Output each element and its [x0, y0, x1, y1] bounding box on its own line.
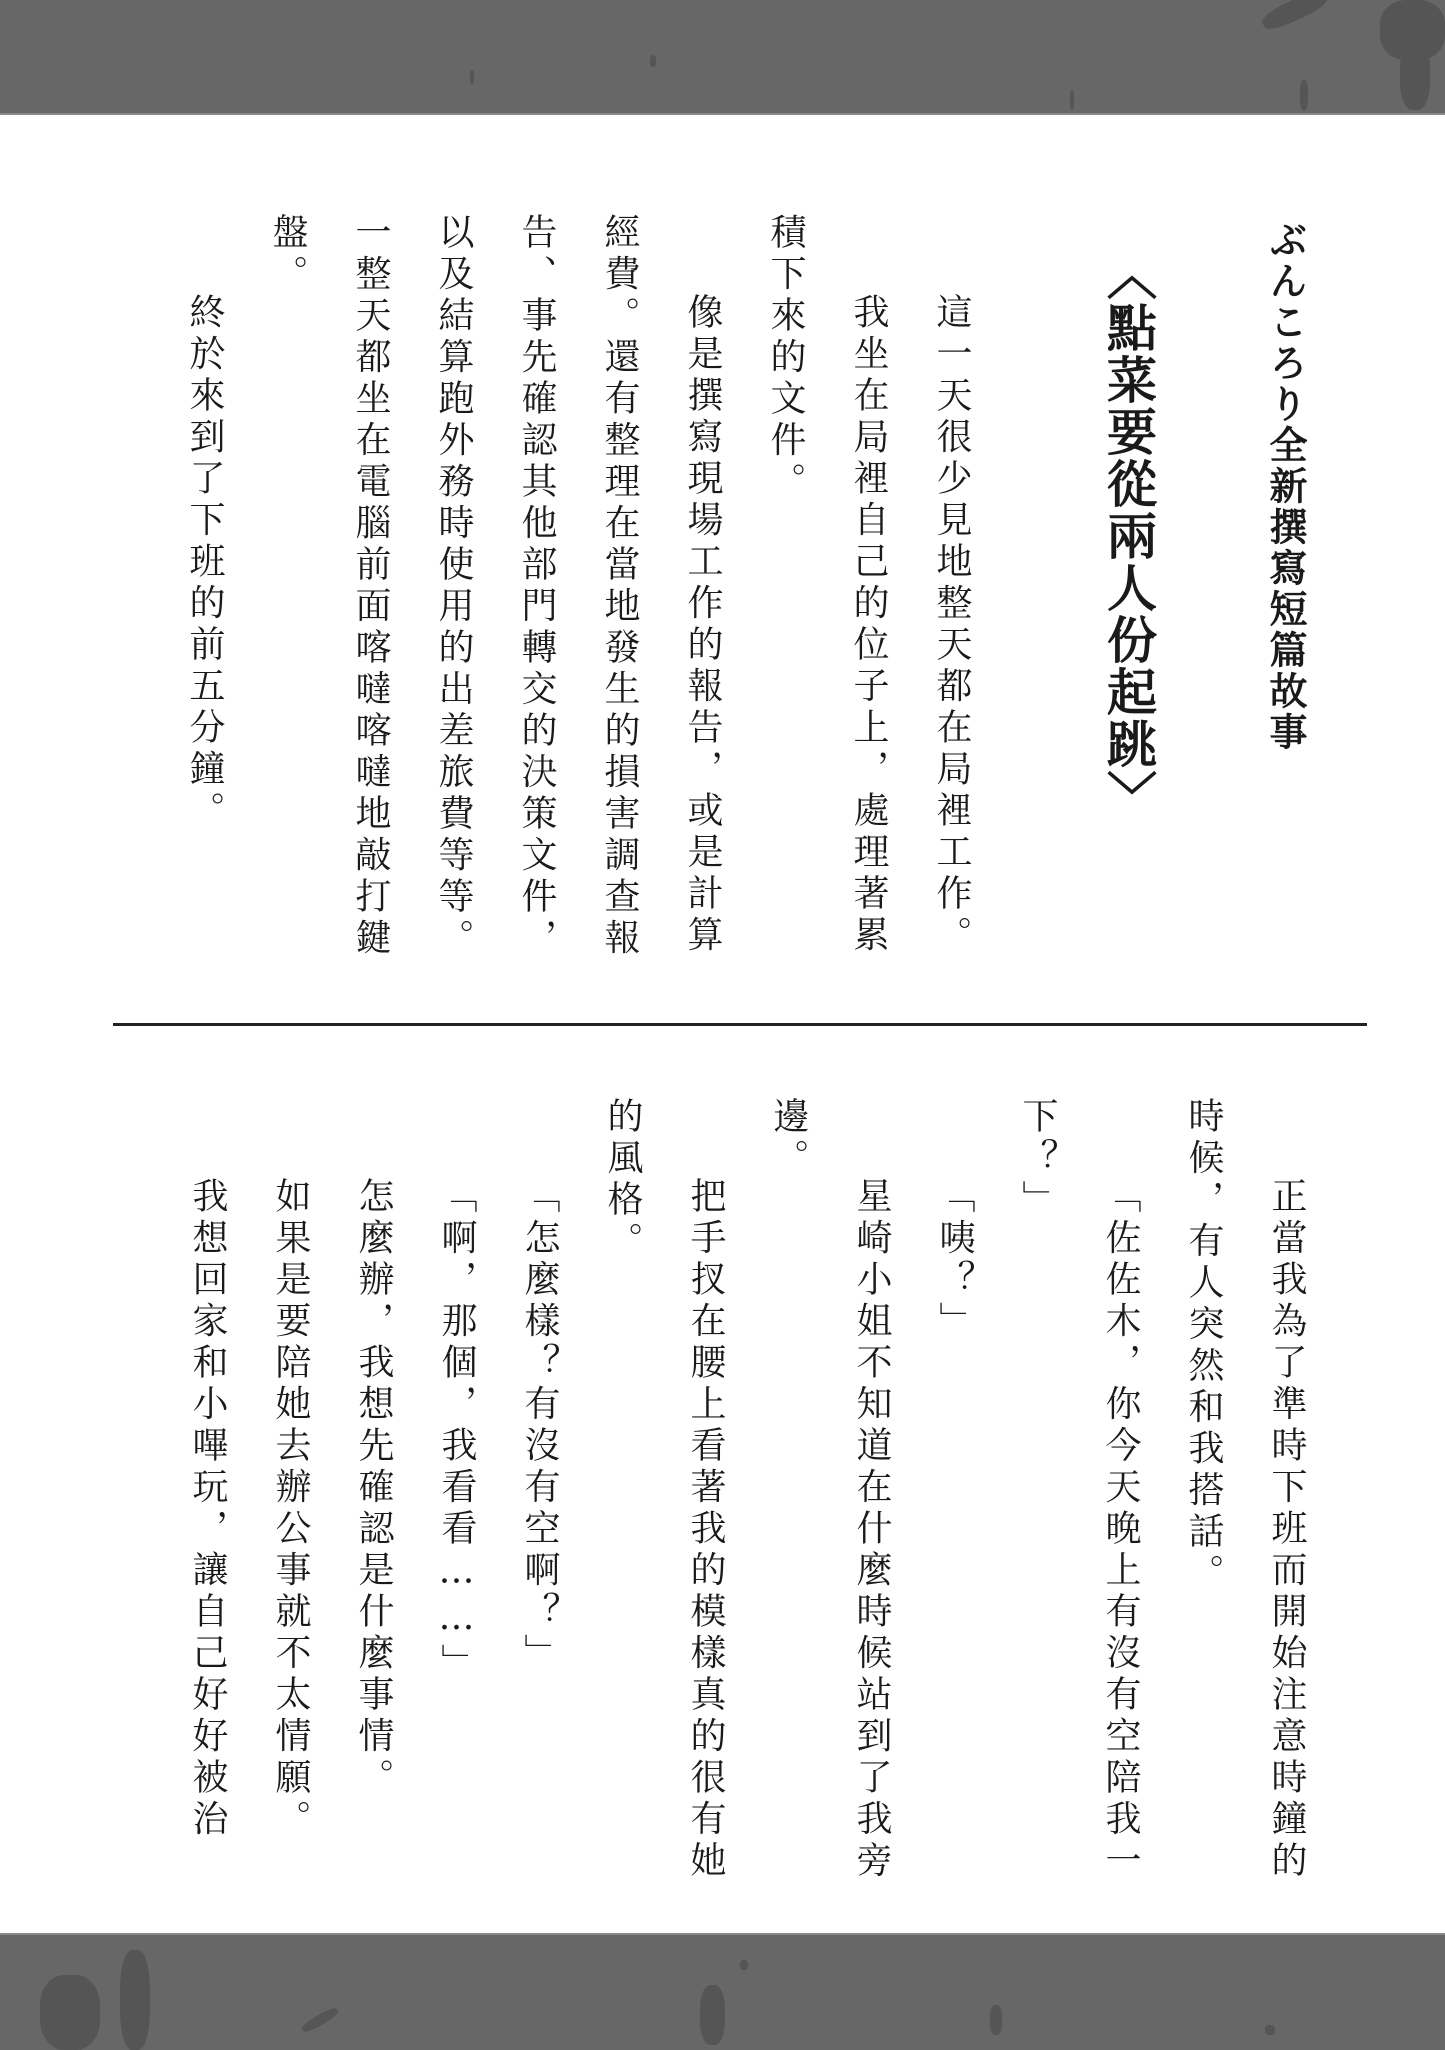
bottom-grunge-band [0, 1933, 1445, 2050]
text-column: 「啊，那個，我看看……」 [436, 1177, 477, 1685]
text-column: 正當我為了準時下班而開始注意時鐘的 [1266, 1177, 1307, 1883]
text-column: 以及結算跑外務時使用的出差旅費等等。 [433, 213, 474, 960]
section-divider [113, 1023, 1367, 1026]
novel-page [0, 115, 1445, 1933]
text-column: 這一天很少見地整天都在局裡工作。 [931, 293, 972, 957]
text-column: 「佐佐木，你今天晚上有沒有空陪我一 [1100, 1177, 1141, 1883]
story-subtitle: ぶんころり全新撰寫短篇故事 [1263, 220, 1307, 753]
text-column: 像是撰寫現場工作的報告，或是計算 [682, 293, 723, 957]
text-column: 盤。 [267, 213, 308, 296]
text-column: 把手扠在腰上看著我的模樣真的很有她 [685, 1177, 726, 1883]
text-column: 如果是要陪她去辦公事就不太情願。 [270, 1177, 311, 1841]
text-column: 告、事先確認其他部門轉交的決策文件， [516, 213, 557, 960]
text-column: 終於來到了下班的前五分鐘。 [184, 293, 225, 833]
text-column: 「怎麼樣？有沒有空啊？」 [519, 1177, 560, 1675]
text-column: 「咦？」 [934, 1177, 975, 1343]
text-column: 星崎小姐不知道在什麼時候站到了我旁 [851, 1177, 892, 1883]
text-column: 怎麼辦，我想先確認是什麼事情。 [353, 1177, 394, 1800]
text-column: 經費。還有整理在當地發生的損害調查報 [599, 213, 640, 960]
text-column: 下？」 [1017, 1097, 1058, 1222]
text-column: 積下來的文件。 [765, 213, 806, 504]
top-grunge-band [0, 0, 1445, 115]
text-column: 邊。 [768, 1097, 809, 1180]
text-column: 我坐在局裡自己的位子上，處理著累 [848, 293, 889, 957]
text-column: 時候，有人突然和我搭話。 [1183, 1097, 1224, 1595]
text-column: 我想回家和小嗶玩，讓自己好好被治 [187, 1177, 228, 1841]
text-column: 一整天都坐在電腦前面喀噠喀噠地敲打鍵 [350, 213, 391, 960]
text-column: 的風格。 [602, 1097, 643, 1263]
story-title: 〈點菜要從兩人份起跳〉 [1099, 250, 1157, 822]
